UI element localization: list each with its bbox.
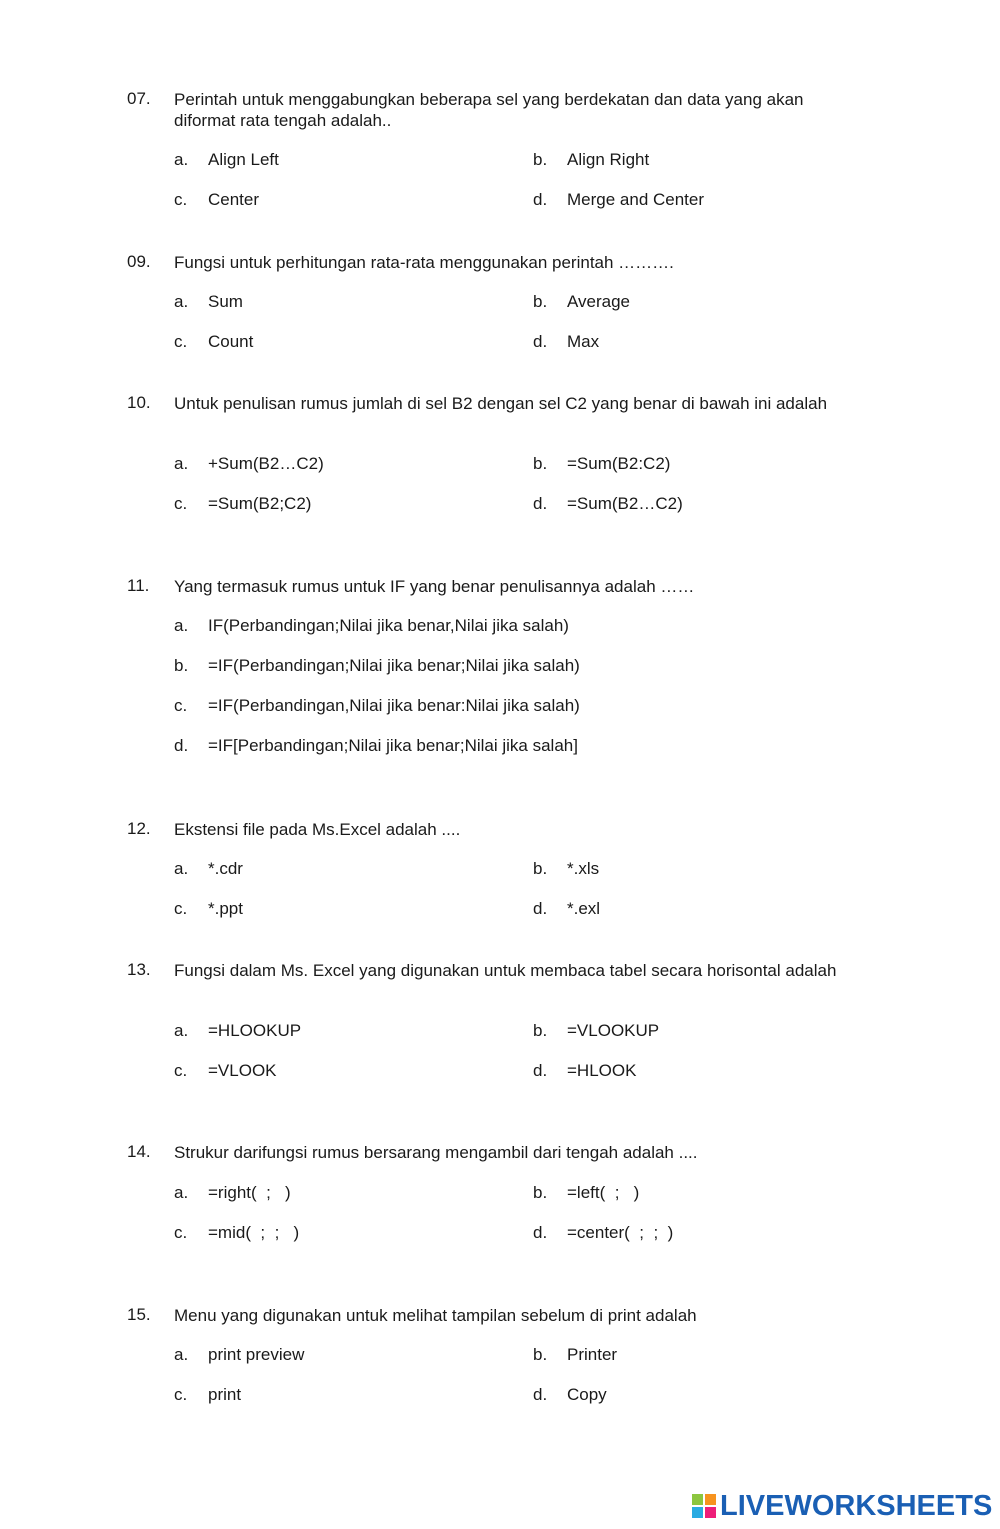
- question-number: 13.: [127, 960, 151, 979]
- brand-name: LIVEWORKSHEETS: [720, 1489, 993, 1522]
- question-number: 14.: [127, 1142, 151, 1161]
- question-stem: Untuk penulisan rumus jumlah di sel B2 dengan sel C2 yang benar di bawah ini adalah: [174, 394, 828, 413]
- question-number: 11.: [127, 576, 150, 595]
- question-stem: Yang termasuk rumus untuk IF yang benar penulisannya adalah ……: [174, 577, 695, 596]
- liveworksheets-logo[interactable]: [692, 1490, 992, 1522]
- question-number: 12.: [127, 819, 151, 838]
- question-number: 15.: [127, 1305, 151, 1324]
- question-stem: Menu yang digunakan untuk melihat tampilan sebelum di print adalah: [174, 1306, 697, 1325]
- question-stem: Fungsi untuk perhitungan rata-rata menggunakan perintah ……….: [174, 253, 674, 272]
- question-stem: Perintah untuk menggabungkan beberapa sel yang berdekatan dan data yang akan diformat rata tengah adalah..: [174, 90, 804, 130]
- question-number: 09.: [127, 252, 151, 271]
- liveworksheets-logo-icon: [692, 1492, 716, 1520]
- question-number: 07.: [127, 89, 151, 108]
- question-stem: Fungsi dalam Ms. Excel yang digunakan untuk membaca tabel secara horisontal adalah: [174, 961, 837, 980]
- question-stem: Strukur darifungsi rumus bersarang mengambil dari tengah adalah ....: [174, 1143, 698, 1162]
- question-stem: Ekstensi file pada Ms.Excel adalah ....: [174, 820, 461, 839]
- question-number: 10.: [127, 393, 151, 412]
